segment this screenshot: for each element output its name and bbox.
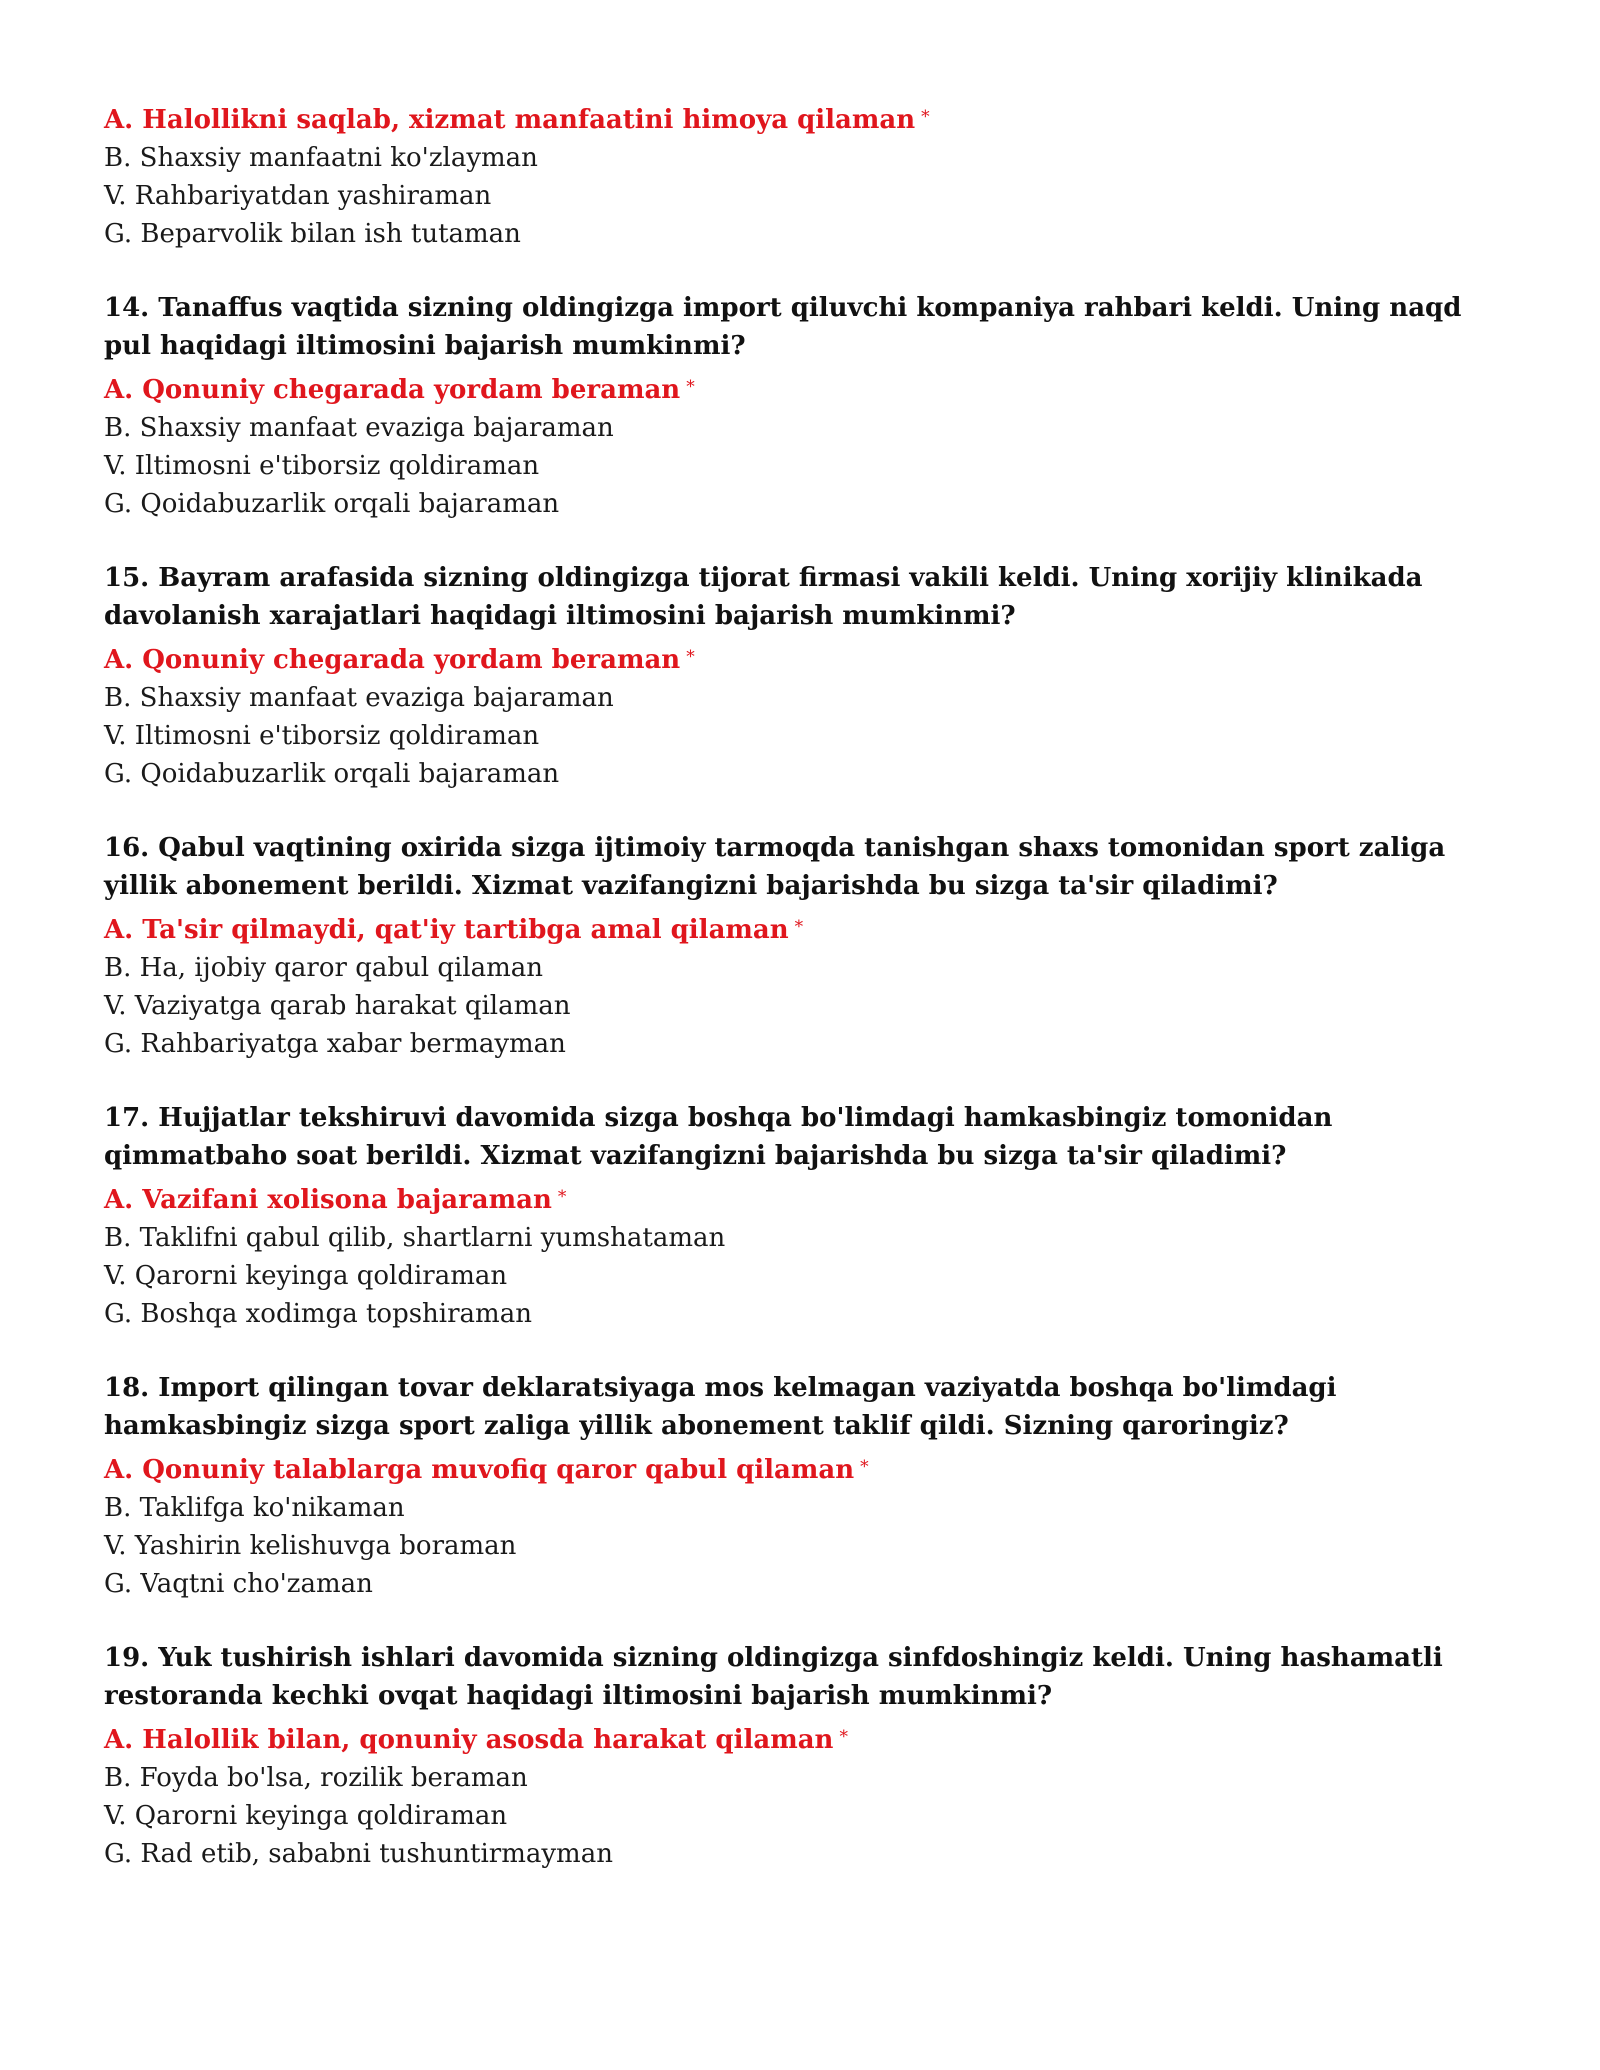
question-text: 19. Yuk tushirish ishlari davomida sizning oldingizga sinfdoshingiz keldi. Uning hashamatli restoranda kechki ovqat haqidagi iltimosini bajarish mumkinmi? <box>104 1643 1443 1711</box>
option-label: G. Boshqa xodimga topshiraman <box>104 1299 532 1329</box>
answer-option <box>104 485 1504 523</box>
option-label: G. Qoidabuzarlik orqali bajaraman <box>104 489 560 519</box>
correct-answer-marker: * <box>557 1187 567 1207</box>
option-label: A. Qonuniy chegarada yordam beraman <box>104 375 681 405</box>
question-text: 17. Hujjatlar tekshiruvi davomida sizga boshqa bo'limdagi hamkasbingiz tomonidan qimmatbaho soat berildi. Xizmat vazifangizni bajarishda bu sizga ta'sir qiladimi? <box>104 1103 1333 1171</box>
option-label: A. Vazifani xolisona bajaraman <box>104 1185 552 1215</box>
question-text: 18. Import qilingan tovar deklaratsiyaga mos kelmagan vaziyatda boshqa bo'limdagi hamkasbingiz sizga sport zaliga yillik abonement taklif qildi. Sizning qaroringiz? <box>104 1373 1337 1441</box>
question-block <box>104 98 1504 253</box>
option-label: B. Shaxsiy manfaat evaziga bajaraman <box>104 413 614 443</box>
correct-answer-marker: * <box>860 1457 869 1477</box>
option-label: V. Yashirin kelishuvga boraman <box>104 1531 517 1561</box>
option-label: G. Rad etib, sababni tushuntirmayman <box>104 1839 613 1869</box>
option-label: B. Ha, ijobiy qaror qabul qilaman <box>104 953 543 983</box>
correct-answer-marker: * <box>794 917 804 937</box>
option-label: B. Shaxsiy manfaat evaziga bajaraman <box>104 683 614 713</box>
option-label: B. Taklifni qabul qilib, shartlarni yumshataman <box>104 1223 726 1253</box>
correct-answer-option <box>104 1718 1504 1759</box>
answer-option <box>104 1295 1504 1333</box>
answer-option <box>104 1759 1504 1797</box>
option-label: G. Qoidabuzarlik orqali bajaraman <box>104 759 560 789</box>
answer-option <box>104 717 1504 755</box>
question-block <box>104 1369 1504 1603</box>
answer-option <box>104 1025 1504 1063</box>
answer-option <box>104 447 1504 485</box>
answer-option <box>104 1565 1504 1603</box>
quiz-document <box>104 98 1504 1873</box>
correct-answer-option <box>104 908 1504 949</box>
option-label: V. Qarorni keyinga qoldiraman <box>104 1801 508 1831</box>
answer-option <box>104 1527 1504 1565</box>
option-label: B. Taklifga ko'nikaman <box>104 1493 405 1523</box>
correct-answer-option <box>104 368 1504 409</box>
correct-answer-option <box>104 1178 1504 1219</box>
answer-option <box>104 1489 1504 1527</box>
answer-option <box>104 409 1504 447</box>
answer-option <box>104 177 1504 215</box>
question-text: 16. Qabul vaqtining oxirida sizga ijtimoiy tarmoqda tanishgan shaxs tomonidan sport zaliga yillik abonement berildi. Xizmat vazifangizni bajarishda bu sizga ta'sir qiladimi? <box>104 833 1446 901</box>
option-label: B. Shaxsiy manfaatni ko'zlayman <box>104 143 538 173</box>
answer-option <box>104 679 1504 717</box>
option-label: V. Iltimosni e'tiborsiz qoldiraman <box>104 721 540 751</box>
correct-answer-marker: * <box>839 1727 848 1747</box>
correct-answer-option <box>104 98 1504 139</box>
answer-option <box>104 215 1504 253</box>
option-label: A. Qonuniy chegarada yordam beraman <box>104 645 681 675</box>
correct-answer-option <box>104 638 1504 679</box>
question-block <box>104 1099 1504 1333</box>
question-text: 15. Bayram arafasida sizning oldingizga tijorat firmasi vakili keldi. Uning xorijiy klinikada davolanish xarajatlari haqidagi iltimosini bajarish mumkinmi? <box>104 563 1423 631</box>
option-label: G. Vaqtni cho'zaman <box>104 1569 373 1599</box>
answer-option <box>104 987 1504 1025</box>
option-label: A. Ta'sir qilmaydi, qat'iy tartibga amal qilaman <box>104 915 789 945</box>
option-label: V. Iltimosni e'tiborsiz qoldiraman <box>104 451 540 481</box>
question-text: 14. Tanaffus vaqtida sizning oldingizga import qiluvchi kompaniya rahbari keldi. Uning naqd pul haqidagi iltimosini bajarish mumkinmi? <box>104 293 1462 361</box>
option-label: V. Rahbariyatdan yashiraman <box>104 181 492 211</box>
option-label: B. Foyda bo'lsa, rozilik beraman <box>104 1763 528 1793</box>
option-label: A. Qonuniy talablarga muvofiq qaror qabul qilaman <box>104 1455 855 1485</box>
question-block <box>104 1639 1504 1873</box>
correct-answer-marker: * <box>921 107 930 127</box>
answer-option <box>104 1257 1504 1295</box>
option-label: V. Qarorni keyinga qoldiraman <box>104 1261 508 1291</box>
answer-option <box>104 1219 1504 1257</box>
correct-answer-marker: * <box>686 647 695 667</box>
option-label: A. Halollikni saqlab, xizmat manfaatini himoya qilaman <box>104 105 916 135</box>
question-block <box>104 829 1504 1063</box>
question-block <box>104 289 1504 523</box>
option-label: G. Beparvolik bilan ish tutaman <box>104 219 521 249</box>
option-label: G. Rahbariyatga xabar bermayman <box>104 1029 566 1059</box>
question-block <box>104 559 1504 793</box>
option-label: A. Halollik bilan, qonuniy asosda harakat qilaman <box>104 1725 834 1755</box>
answer-option <box>104 1835 1504 1873</box>
correct-answer-marker: * <box>686 377 695 397</box>
option-label: V. Vaziyatga qarab harakat qilaman <box>104 991 571 1021</box>
answer-option <box>104 949 1504 987</box>
correct-answer-option <box>104 1448 1504 1489</box>
answer-option <box>104 139 1504 177</box>
answer-option <box>104 755 1504 793</box>
answer-option <box>104 1797 1504 1835</box>
